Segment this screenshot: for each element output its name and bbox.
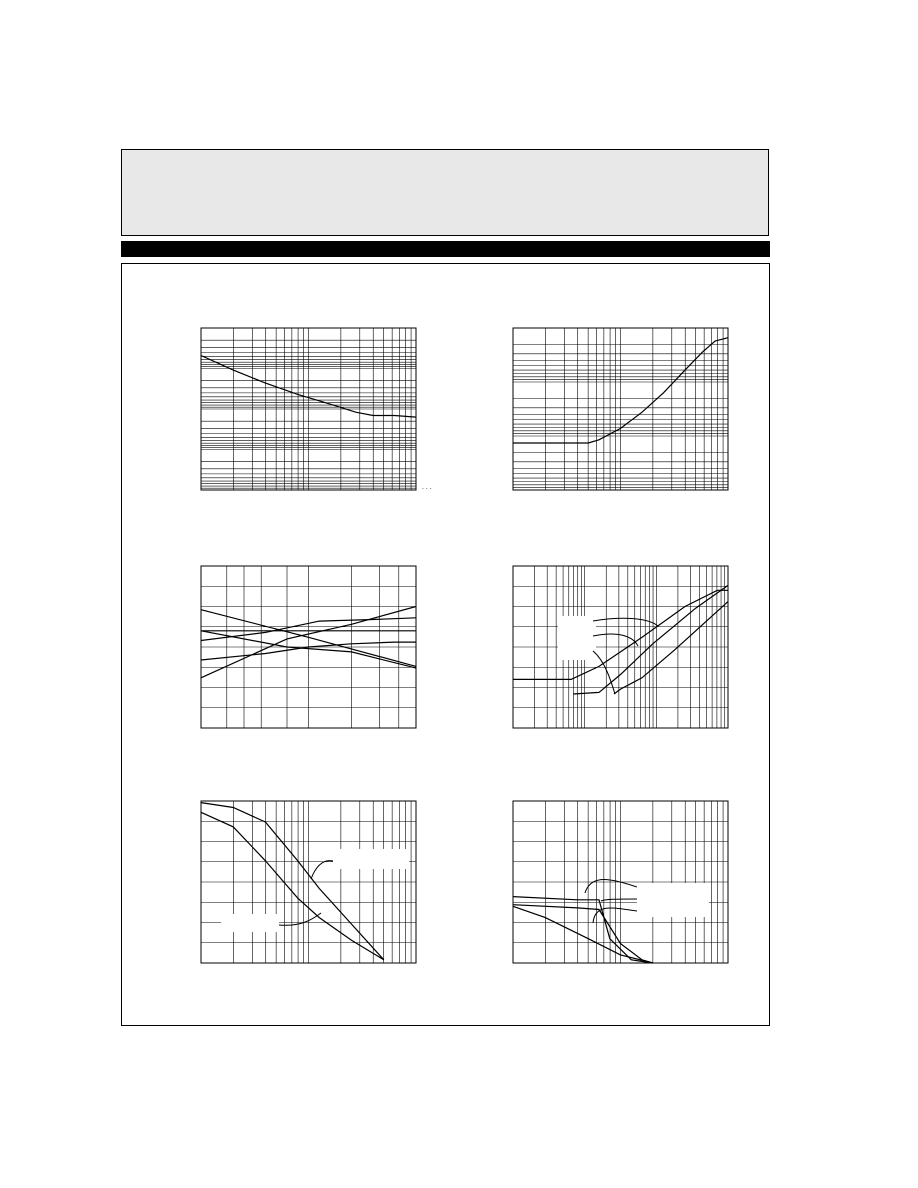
leader-line [593,618,658,626]
chart-panel-6 [513,801,728,963]
leader-line [593,908,637,923]
series-line-2 [573,585,728,694]
label-box [637,883,709,917]
leader-line [585,880,637,894]
series-line-3 [513,906,653,963]
panel-1-axis-note: . . . [422,484,432,491]
chart-panel-1 [201,328,416,490]
series-line-1 [513,897,653,963]
section-divider-bar [121,241,770,257]
series-line-3 [614,602,728,694]
label-box-upper [333,849,409,869]
leader-line [601,899,637,901]
chart-panel-5 [201,801,416,963]
label-box [558,616,596,660]
chart-panel-2 [513,328,728,490]
series-line-1 [201,803,384,960]
leader-line [279,913,321,925]
leader-line [311,861,333,879]
chart-panel-4 [513,566,728,728]
chart-panel-3 [201,566,416,728]
header-box [121,149,769,236]
label-box-lower [221,914,279,932]
series-line-2 [201,812,384,960]
